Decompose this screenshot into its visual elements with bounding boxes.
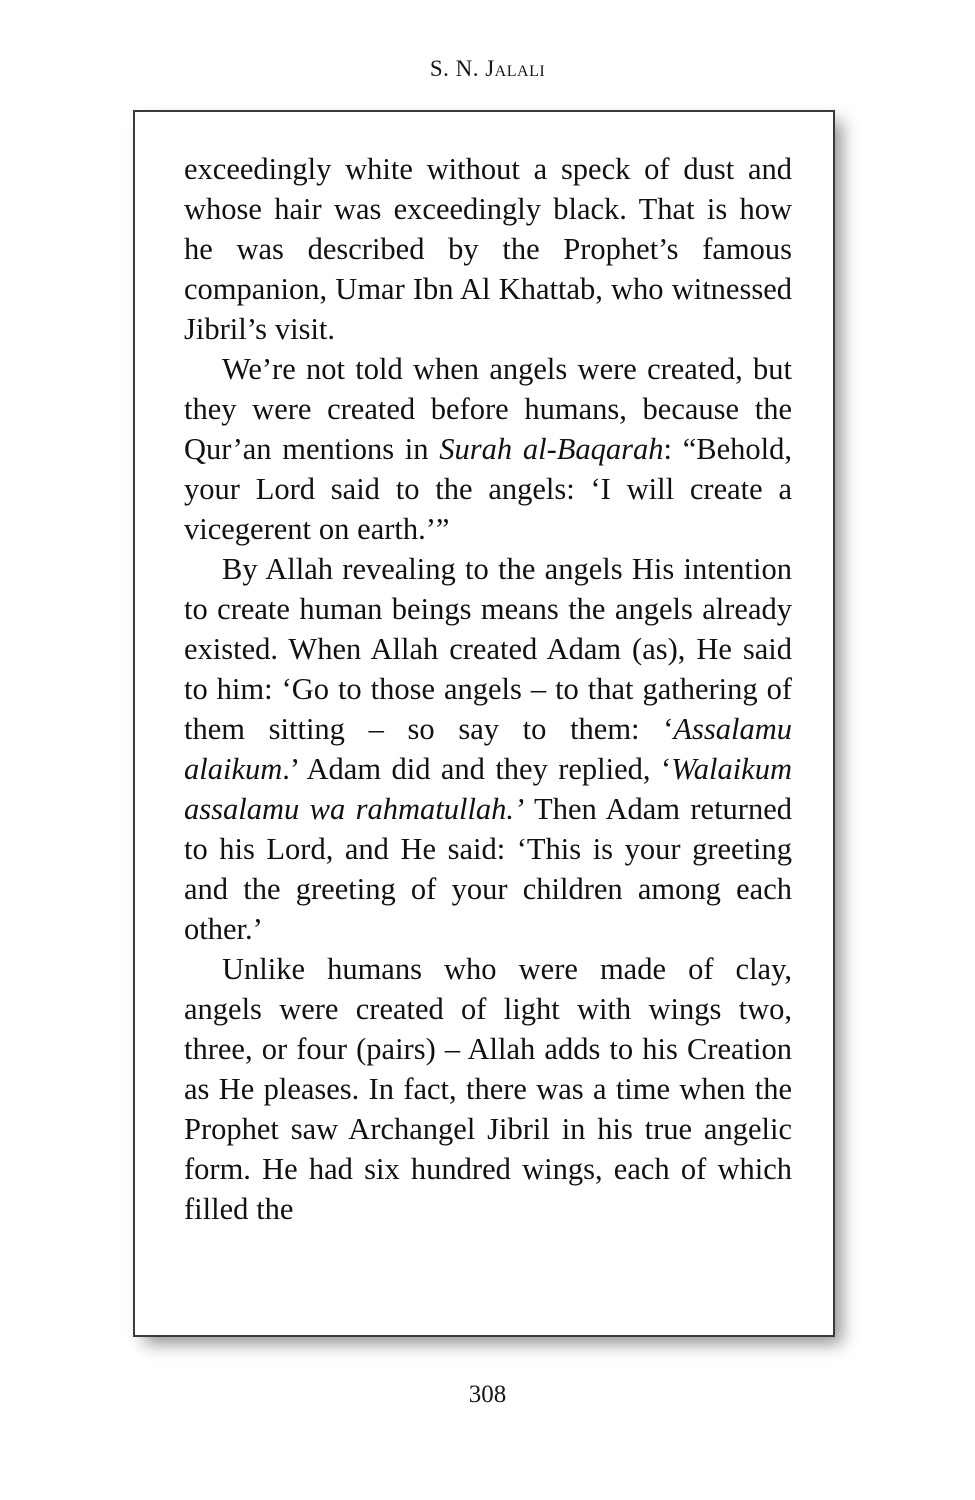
- italic-run: Walaikum assalamu wa rahmatullah.’: [184, 752, 792, 826]
- italic-run: Assalamu alaikum: [184, 712, 792, 786]
- italic-run: Surah al-Baqarah: [439, 432, 664, 466]
- page-sheet: [133, 110, 835, 1337]
- running-head-initials: S. N.: [429, 56, 486, 81]
- paragraph-4: [184, 949, 792, 1229]
- text-run: By Allah revealing to the angels His intention to create human beings means the angels already existed. When Allah created Adam (as), He said to him: ‘Go to those angels – to that gathering of them sitting – so say to them: ‘: [184, 552, 792, 746]
- text-run: exceedingly white without a speck of dust and whose hair was exceedingly black. That is how he was described by the Prophet’s famous companion, Umar Ibn Al Khattab, who witnessed Jibril’s visit.: [184, 152, 792, 346]
- running-head: [0, 56, 975, 82]
- running-head-surname: Jalali: [485, 56, 546, 81]
- text-run: .’ Adam did and they replied, ‘: [282, 752, 672, 786]
- text-run: Unlike humans who were made of clay, angels were created of light with wings two, three, or four (pairs) – Allah adds to his Creation as He pleases. In fact, there was a time when the Prophet saw Archangel Jibril in his true angelic form. He had six hundred wings, each of which filled the: [184, 952, 792, 1226]
- text-run: We’re not told when angels were created, but they were created before humans, because the Qur’an mentions in: [184, 352, 792, 466]
- page-number: 308: [468, 1381, 507, 1408]
- paragraph-1: [184, 149, 792, 349]
- text-column: [184, 149, 792, 1229]
- text-run: : “Behold, your Lord said to the angels: ‘I will create a vicegerent on earth.’”: [184, 432, 792, 546]
- paragraph-2: [184, 349, 792, 549]
- paragraph-3: [184, 549, 792, 949]
- text-run: Then Adam returned to his Lord, and He said: ‘This is your greeting and the greeting of your children among each other.’: [184, 792, 792, 946]
